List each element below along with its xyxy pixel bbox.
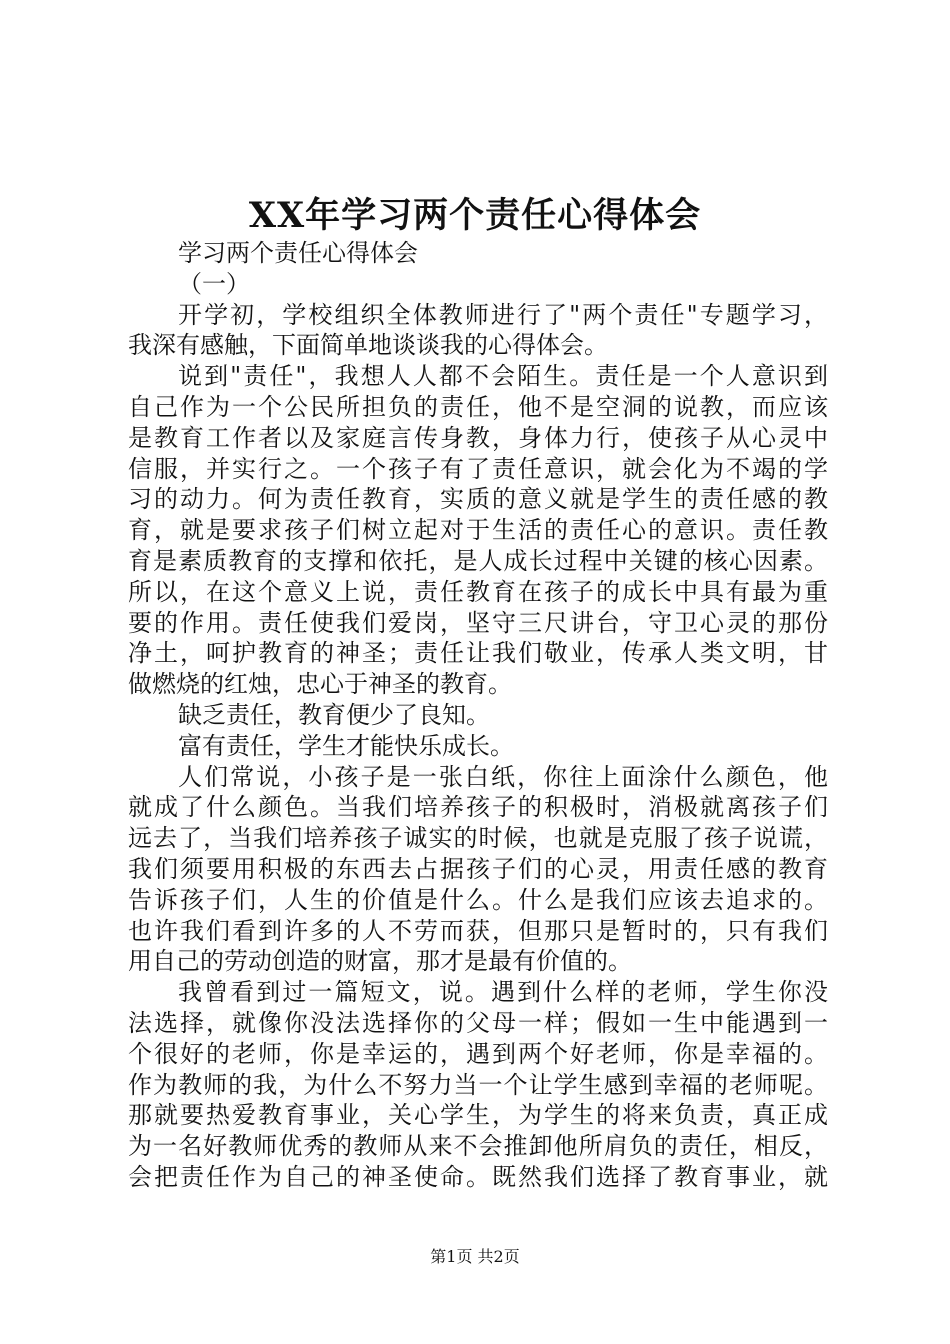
paragraph-line: 缺乏责任，教育便少了良知。	[178, 700, 490, 729]
paragraph-line: 所以，在这个意义上说，责任教育在孩子的成长中具有最为重	[128, 577, 828, 606]
paragraph-line: 用自己的劳动创造的财富，那才是最有价值的。	[128, 947, 632, 976]
paragraph-line: 作为教师的我，为什么不努力当一个让学生感到幸福的老师呢。	[128, 1070, 828, 1099]
paragraph-line: 是教育工作者以及家庭言传身教，身体力行，使孩子从心灵中	[128, 423, 828, 452]
paragraph-line: 就成了什么颜色。当我们培养孩子的积极时，消极就离孩子们	[128, 793, 828, 822]
paragraph-line: 法选择，就像你没法选择你的父母一样；假如一生中能遇到一	[128, 1008, 828, 1037]
page-number-footer: 第1页 共2页	[430, 1247, 520, 1266]
paragraph-line: 那就要热爱教育事业，关心学生，为学生的将来负责，真正成	[128, 1101, 828, 1130]
paragraph-line: 我们须要用积极的东西去占据孩子们的心灵，用责任感的教育	[128, 854, 828, 883]
document-body	[128, 238, 828, 1193]
paragraph-line: 富有责任，学生才能快乐成长。	[178, 731, 514, 760]
section-number-line: （一）	[178, 269, 250, 298]
paragraph-line: 育，就是要求孩子们树立起对于生活的责任心的意识。责任教	[128, 516, 828, 545]
paragraph-line: 会把责任作为自己的神圣使命。既然我们选择了教育事业，就	[128, 1162, 828, 1191]
paragraph-line: 要的作用。责任使我们爱岗，坚守三尺讲台，守卫心灵的那份	[128, 608, 828, 637]
paragraph-line: 说到"责任"，我想人人都不会陌生。责任是一个人意识到	[178, 362, 828, 391]
subtitle-line: 学习两个责任心得体会	[178, 239, 418, 267]
paragraph-line: 净土，呵护教育的神圣；责任让我们敬业，传承人类文明，甘	[128, 639, 828, 668]
paragraph-line: 个很好的老师，你是幸运的，遇到两个好老师，你是幸福的。	[128, 1039, 828, 1068]
paragraph-line: 做燃烧的红烛，忠心于神圣的教育。	[128, 670, 512, 699]
document-title: XX年学习两个责任心得体会	[248, 195, 702, 236]
paragraph-line: 开学初，学校组织全体教师进行了"两个责任"专题学习，	[178, 300, 828, 329]
paragraph-line: 信服，并实行之。一个孩子有了责任意识，就会化为不竭的学	[128, 454, 828, 483]
paragraph-line: 习的动力。何为责任教育，实质的意义就是学生的责任感的教	[128, 485, 828, 514]
paragraph-line: 人们常说，小孩子是一张白纸，你往上面涂什么颜色，他	[178, 762, 828, 791]
paragraph-line: 我深有感触，下面简单地谈谈我的心得体会。	[128, 331, 608, 360]
paragraph-line: 我曾看到过一篇短文，说。遇到什么样的老师，学生你没	[178, 978, 828, 1007]
paragraph-line: 为一名好教师优秀的教师从来不会推卸他所肩负的责任，相反，	[128, 1132, 828, 1161]
paragraph-line: 自己作为一个公民所担负的责任，他不是空洞的说教，而应该	[128, 392, 828, 421]
paragraph-line: 也许我们看到许多的人不劳而获，但那只是暂时的，只有我们	[128, 916, 828, 945]
paragraph-line: 远去了，当我们培养孩子诚实的时候，也就是克服了孩子说谎，	[128, 824, 828, 853]
paragraph-line: 告诉孩子们，人生的价值是什么。什么是我们应该去追求的。	[128, 885, 828, 914]
paragraph-line: 育是素质教育的支撑和依托，是人成长过程中关键的核心因素。	[128, 546, 828, 575]
